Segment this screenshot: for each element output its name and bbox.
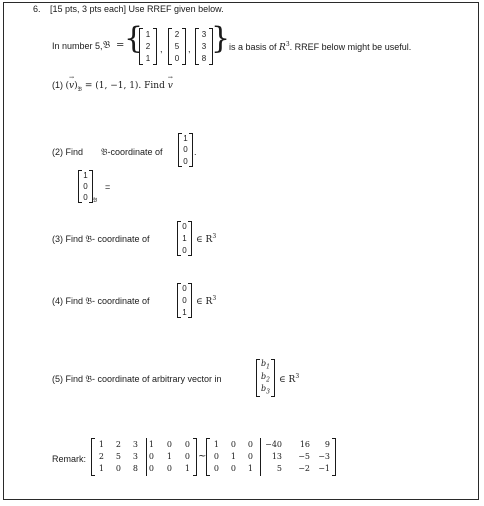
matrix-cell: 8 bbox=[132, 464, 138, 473]
matrix-cell: 5 bbox=[115, 452, 121, 461]
matrix-cell: 1 bbox=[184, 464, 190, 473]
matrix-cell: 16 bbox=[299, 440, 310, 449]
intro-lead: In number 5, bbox=[52, 41, 103, 51]
question-frame bbox=[3, 2, 479, 500]
problem-number: 6. bbox=[33, 4, 41, 14]
rref-matrix bbox=[206, 438, 336, 476]
q5-space: ∈ $R^3$ bbox=[279, 373, 300, 385]
find-v-symbol: v → bbox=[167, 74, 173, 91]
matrix-cell: −5 bbox=[298, 452, 310, 461]
basis-symbol: 𝔅 bbox=[103, 40, 111, 51]
matrix-cell: 0 bbox=[166, 440, 172, 449]
q3-label: (3) Find 𝔅- coordinate of bbox=[52, 234, 150, 244]
q2-vector: 1 0 0 bbox=[178, 133, 193, 167]
matrix-cell: 13 bbox=[271, 452, 282, 461]
q2-answer-equals: = bbox=[105, 182, 111, 192]
q2-label: (2) Find bbox=[52, 147, 84, 157]
matrix-cell: 0 bbox=[166, 464, 172, 473]
matrix-cell: 2 bbox=[115, 440, 121, 449]
q3-vector: 0 1 0 bbox=[177, 221, 192, 256]
matrix-cell: 1 bbox=[148, 440, 154, 449]
problem-header: [15 pts, 3 pts each] Use RREF given below. bbox=[50, 4, 224, 14]
matrix-cell: 0 bbox=[213, 452, 219, 461]
matrix-cell: 1 bbox=[98, 440, 104, 449]
matrix-cell: 3 bbox=[132, 452, 138, 461]
matrix-cell: 3 bbox=[132, 440, 138, 449]
basis-vector-1: 1 2 1 bbox=[139, 28, 157, 65]
q2-text: 𝔅-coordinate of bbox=[101, 147, 163, 157]
matrix-cell: −40 bbox=[265, 440, 282, 449]
matrix-cell: 2 bbox=[98, 452, 104, 461]
augmented-matrix bbox=[91, 438, 197, 476]
matrix-cell: −2 bbox=[298, 464, 310, 473]
q1-text: (1) (v → )$_𝔅 = (1$, −1, 1). Find v → bbox=[52, 74, 173, 93]
intro-equals: = bbox=[116, 40, 125, 51]
matrix-cell: −3 bbox=[318, 452, 330, 461]
matrix-cell: 0 bbox=[184, 452, 190, 461]
matrix-cell: 1 bbox=[230, 452, 236, 461]
left-brace: { bbox=[124, 21, 144, 56]
remark-label: Remark: bbox=[52, 454, 87, 464]
basis-vector-2: 2 5 0 bbox=[168, 28, 186, 65]
intro-tail: is a basis of $R^3$. RREF below might be useful. bbox=[229, 41, 412, 53]
q4-vector: 0 0 1 bbox=[177, 283, 192, 318]
matrix-cell: 0 bbox=[247, 440, 253, 449]
q2-answer-vector: 1 0 0 bbox=[78, 170, 93, 203]
matrix-cell: 1 bbox=[98, 464, 104, 473]
v-arrow-symbol: v → bbox=[69, 74, 75, 91]
q4-label: (4) Find 𝔅- coordinate of bbox=[52, 296, 150, 306]
matrix-cell: 0 bbox=[213, 464, 219, 473]
matrix-cell: 0 bbox=[184, 440, 190, 449]
matrix-cell: 0 bbox=[230, 464, 236, 473]
q4-space: ∈ $R^3$ bbox=[196, 295, 217, 307]
matrix-cell: 1 bbox=[247, 464, 253, 473]
row-equivalent-tilde: ~ bbox=[198, 451, 207, 462]
matrix-cell: 1 bbox=[213, 440, 219, 449]
q3-space: ∈ $R^3$ bbox=[196, 233, 217, 245]
matrix-cell: 0 bbox=[115, 464, 121, 473]
q5-label: (5) Find 𝔅- coordinate of arbitrary vector in bbox=[52, 374, 222, 384]
matrix-cell: 0 bbox=[148, 452, 154, 461]
matrix-cell: 0 bbox=[247, 452, 253, 461]
matrix-cell: 5 bbox=[276, 464, 282, 473]
matrix-cell: 0 bbox=[230, 440, 236, 449]
matrix-cell: 1 bbox=[166, 452, 172, 461]
matrix-cell: 0 bbox=[148, 464, 154, 473]
matrix-cell: −1 bbox=[318, 464, 330, 473]
basis-vector-3: 3 3 8 bbox=[195, 28, 213, 65]
matrix-cell: 9 bbox=[324, 440, 330, 449]
q5-vector: $b_1$ $b_2$ $b_3$ bbox=[256, 359, 275, 397]
right-brace: } bbox=[211, 21, 231, 56]
